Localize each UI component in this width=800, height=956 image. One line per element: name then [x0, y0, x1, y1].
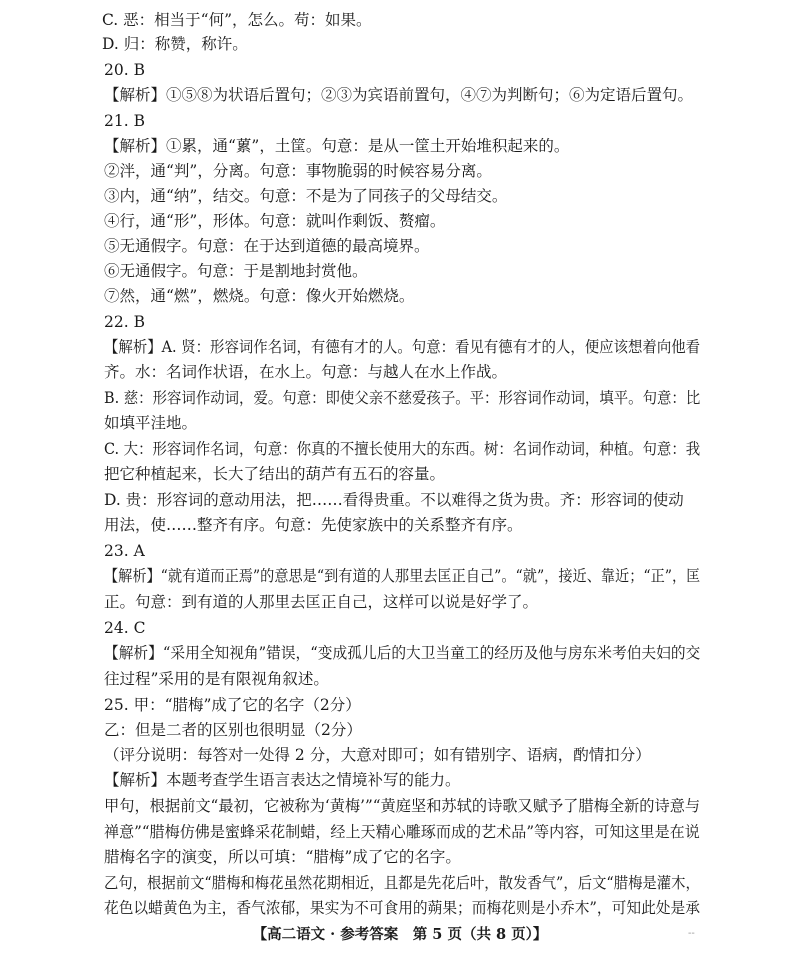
question-22-analysis-b: B. 慈：形容词作动词，爱。句意：即使父亲不慈爱孩子。平：形容词作动词，填平。句意：比 — [104, 389, 701, 407]
question-21-analysis-1: 【解析】①累，通“蔂”，土筐。句意：是从一筐土开始堆积起来的。 — [104, 137, 570, 155]
question-25-jia-para-1: 甲句，根据前文“最初，它被称为‘黄梅’”“黄庭坚和苏轼的诗歌又赋予了腊梅全新的诗意与 — [104, 797, 701, 815]
question-21-analysis-2: ②泮，通“判”，分离。句意：事物脆弱的时候容易分离。 — [104, 162, 492, 180]
question-24-answer: 24. C — [104, 619, 146, 637]
text-line-d-option: D. 归：称赞，称许。 — [102, 35, 248, 53]
question-21-analysis-5: ⑤无通假字。句意：在于达到道德的最高境界。 — [104, 237, 430, 255]
question-25-answer-yi: 乙：但是二者的区别也很明显（2分） — [104, 721, 362, 739]
question-23-analysis-2: 正。句意：到有道的人那里去匡正自己，这样可以说是好学了。 — [104, 593, 539, 611]
question-23-answer: 23. A — [104, 542, 145, 560]
question-25-answer-jia: 25. 甲：“腊梅”成了它的名字（2分） — [104, 696, 361, 714]
question-22-analysis-c: C. 大：形容词作名词，句意：你真的不擅长使用大的东西。树：名词作动词，种植。句意：我 — [104, 440, 701, 458]
question-22-analysis-c2: 把它种植起来，长大了结出的葫芦有五石的容量。 — [104, 465, 446, 483]
question-22-analysis-a: 【解析】A. 贤：形容词作名词，有德有才的人。句意：看见有德有才的人，便应该想着向他看 — [104, 338, 701, 356]
question-25-jia-para-2: 禅意”“腊梅仿佛是蜜蜂采花制蜡，经上天精心雕琢而成的艺术品”等内容，可知这里是在说 — [104, 823, 700, 841]
question-21-analysis-4: ④行，通“形”，形体。句意：就叫作剩饭、赘瘤。 — [104, 212, 446, 230]
question-22-answer: 22. B — [104, 313, 145, 331]
question-21-analysis-6: ⑥无通假字。句意：于是割地封赏他。 — [104, 262, 368, 280]
question-22-analysis-b2: 如填平洼地。 — [104, 414, 198, 432]
corner-mark: -- — [688, 928, 695, 939]
question-22-analysis-a2: 齐。水：名词作状语，在水上。句意：与越人在水上作战。 — [104, 363, 508, 381]
question-23-analysis: 【解析】“就有道而正焉”的意思是“到有道的人那里去匡正自己”。“就”，接近、靠近；“正”，匡 — [104, 567, 701, 585]
question-25-analysis: 【解析】本题考查学生语言表达之情境补写的能力。 — [104, 771, 461, 789]
question-25-yi-para-1: 乙句，根据前文“腊梅和梅花虽然花期相近，且都是先花后叶，散发香气”，后文“腊梅是灌木， — [104, 874, 700, 892]
question-21-answer: 21. B — [104, 112, 145, 130]
question-25-yi-para-2: 花色以蜡黄色为主，香气浓郁，果实为不可食用的蒴果；而梅花则是小乔木”，可知此处是承 — [104, 899, 700, 917]
question-24-analysis-2: 往过程”采用的是有限视角叙述。 — [104, 670, 329, 688]
question-22-analysis-d: D. 贵：形容词的意动用法，把……看得贵重。不以难得之货为贵。齐：形容词的使动 — [104, 491, 684, 509]
question-24-analysis: 【解析】“采用全知视角”错误，“变成孤儿后的大卫当童工的经历及他与房东米考伯夫妇的交 — [104, 644, 701, 662]
text-line-c-option: C. 恶：相当于“何”，怎么。苟：如果。 — [102, 11, 372, 29]
scoring-note: （评分说明：每答对一处得 2 分，大意对即可；如有错别字、语病，酌情扣分） — [104, 746, 651, 764]
question-20-answer: 20. B — [104, 61, 145, 79]
question-21-analysis-7: ⑦然，通“燃”，燃烧。句意：像火开始燃烧。 — [104, 287, 415, 305]
question-21-analysis-3: ③内，通“纳”，结交。句意：不是为了同孩子的父母结交。 — [104, 187, 508, 205]
question-25-jia-para-3: 腊梅名字的演变，所以可填：“腊梅”成了它的名字。 — [104, 848, 461, 866]
page-footer: 【高二语文 · 参考答案 第 5 页（共 8 页）】 — [252, 926, 548, 943]
question-20-analysis: 【解析】①⑤⑧为状语后置句；②③为宾语前置句，④⑦为判断句；⑥为定语后置句。 — [104, 86, 694, 104]
question-22-analysis-d2: 用法，使……整齐有序。句意：先使家族中的关系整齐有序。 — [104, 516, 523, 534]
